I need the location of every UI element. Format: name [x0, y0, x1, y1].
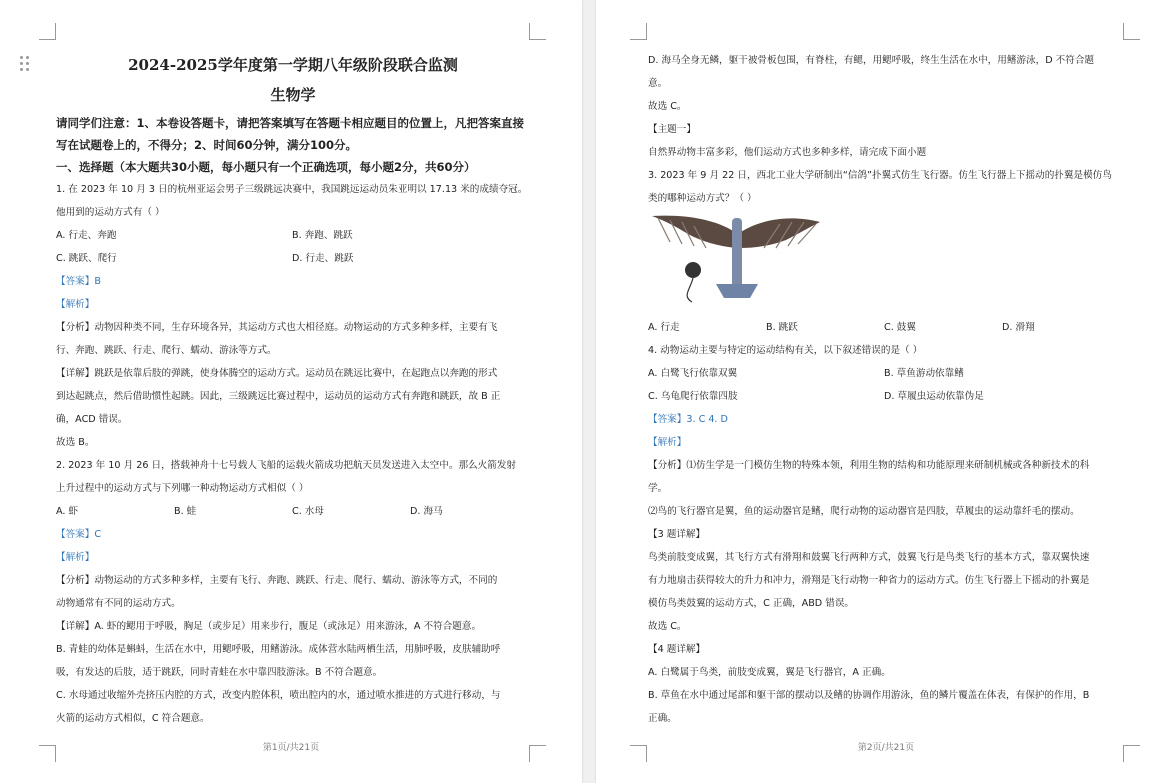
option-row: [56, 224, 530, 247]
option-row: [56, 500, 530, 523]
analysis-label: 【解析】: [56, 552, 95, 563]
option-b: B. 跳跃: [766, 322, 798, 333]
answer-label: 【答案】B: [56, 276, 101, 287]
question-stem: 1. 在 2023 年 10 月 3 日的杭州亚运会男子三级跳远决赛中，我国跳远运动员朱亚明以 17.13 米的成绩夺冠。: [56, 184, 528, 195]
analysis-text: 动物通常有不同的运动方式。: [56, 598, 181, 609]
analysis-text: ⑵鸟的飞行器官是翼，鱼的运动器官是鳍，爬行动物的运动器官是四肢，草履虫的运动靠纤毛的摆动。: [648, 506, 1080, 517]
detail-text: 鸟类前肢变成翼，其飞行方式有滑翔和鼓翼飞行两种方式，鼓翼飞行是鸟类飞行的基本方式，靠双翼快速: [648, 552, 1090, 563]
option-row: [648, 316, 1121, 339]
theme-label: 【主题一】: [648, 124, 696, 135]
detail-label: 【4 题详解】: [648, 644, 706, 655]
option-d: D. 行走、跳跃: [292, 253, 354, 264]
option-c: C. 水母: [292, 506, 324, 517]
question-4: [648, 339, 1121, 408]
answer-label: 【答案】3. C 4. D: [648, 414, 728, 425]
answer-label: 【答案】C: [56, 529, 102, 540]
analysis-label: 【解析】: [56, 299, 95, 310]
question-stem: 上升过程中的运动方式与下列哪一种动物运动方式相似（ ）: [56, 483, 309, 494]
conclusion-text: 故选 B。: [56, 437, 95, 448]
conclusion-text: 故选 C。: [648, 101, 687, 112]
question-1: [56, 178, 530, 454]
bionic-bird-drone-image: [648, 212, 823, 307]
detail-label: 【3 题详解】: [648, 529, 706, 540]
analysis-text: 【分析】⑴仿生学是一门模仿生物的特殊本领，利用生物的结构和功能原理来研制机械或各种新技术的科: [648, 460, 1090, 471]
theme-text: 自然界动物丰富多彩，他们运动方式也多种多样，请完成下面小题: [648, 147, 927, 158]
page-footer: 第1页/共21页: [262, 743, 320, 753]
section-heading: 一、选择题（本大题共30小题，每小题只有一个正确选项，每小题2分，共60分）: [56, 160, 476, 174]
detail-text: 有力地扇击获得较大的升力和冲力，滑翔是飞行动物一种省力的运动方式。仿生飞行器上下摇动的扑翼是: [648, 575, 1090, 586]
analysis-text: 【分析】动物运动的方式多种多样，主要有飞行、奔跑、跳跃、行走、爬行、蠕动、游泳等方式，不同的: [56, 575, 498, 586]
question-stem: 3. 2023 年 9 月 22 日，西北工业大学研制出“信鸽”扑翼式仿生飞行器。仿生飞行器上下摇动的扑翼是模仿鸟: [648, 170, 1112, 181]
detail-text: 火箭的运动方式相似，C 符合题意。: [56, 713, 210, 724]
option-b: B. 蛙: [174, 506, 197, 517]
page-1-content: [56, 52, 530, 730]
question-stem: 类的哪种运动方式？（ ）: [648, 193, 757, 204]
analysis-text: 学。: [648, 483, 668, 494]
option-c: C. 乌龟爬行依靠四肢: [648, 391, 738, 402]
option-row: [648, 362, 1121, 385]
question-3: [648, 164, 1121, 339]
option-d: D. 草履虫运动依靠伪足: [884, 391, 984, 402]
detail-text: 到达起跳点，然后借助惯性起跳。因此，三级跳远比赛过程中，运动员的运动方式有奔跑和跳跃，故 B 正: [56, 391, 501, 402]
detail-text: 正确。: [648, 713, 677, 724]
option-c: C. 跳跃、爬行: [56, 253, 117, 264]
detail-text: C. 水母通过收缩外壳挤压内腔的方式，改变内腔体积，喷出腔内的水，通过喷水推进的方式进行移动，与: [56, 690, 501, 701]
option-b: B. 草鱼游动依靠鳍: [884, 368, 964, 379]
option-c: C. 鼓翼: [884, 322, 916, 333]
option-a: A. 行走、奔跑: [56, 230, 117, 241]
page-2-content: [648, 49, 1121, 730]
page-footer: 第2页/共21页: [857, 743, 915, 753]
option-d: D. 滑翔: [1002, 322, 1035, 333]
question-2: [56, 454, 530, 730]
margin-mark-top-left: [39, 23, 56, 40]
conclusion-text: 故选 C。: [648, 621, 687, 632]
detail-text: B. 草鱼在水中通过尾部和躯干部的摆动以及鳍的协调作用游泳，鱼的鳞片覆盖在体表，有保护的作用，B: [648, 690, 1090, 701]
exam-notice: 请同学们注意：1、本卷设答题卡，请把答案填写在答题卡相应题目的位置上，凡把答案直接 写在试题卷上的，不得分；2、时间60分钟，满分100分。: [56, 116, 524, 152]
continued-text: D. 海马全身无鳞，躯干被骨板包围，有脊柱，有鳃，用鳃呼吸，终生生活在水中，用鳍游泳，D 不符合题: [648, 55, 1095, 66]
detail-text: 【详解】A. 虾的鳃用于呼吸，胸足（或步足）用来步行，腹足（或泳足）用来游泳，A 不符合题意。: [56, 621, 482, 632]
detail-text: 模仿鸟类鼓翼的运动方式，C 正确，ABD 错误。: [648, 598, 855, 609]
margin-mark-top-right: [1123, 23, 1140, 40]
analysis-text: 行、奔跑、跳跃、行走、爬行、蠕动、游泳等方式。: [56, 345, 277, 356]
exam-title: 2024-2025学年度第一学期八年级阶段联合监测: [128, 56, 458, 74]
continued-text: 意。: [648, 78, 668, 89]
analysis-label: 【解析】: [648, 437, 687, 448]
option-a: A. 行走: [648, 322, 680, 333]
option-a: A. 白鹭飞行依靠双翼: [648, 368, 738, 379]
exam-subject: 生物学: [270, 86, 316, 104]
option-d: D. 海马: [410, 506, 443, 517]
margin-mark-top-right: [529, 23, 546, 40]
margin-mark-top-left: [630, 23, 647, 40]
option-row: [648, 385, 1121, 408]
option-a: A. 虾: [56, 506, 79, 517]
detail-text: A. 白鹭属于鸟类，前肢变成翼，翼是飞行器官，A 正确。: [648, 667, 891, 678]
detail-text: B. 青蛙的幼体是蝌蚪，生活在水中，用鳃呼吸，用鳍游泳。成体营水陆两栖生活，用肺呼吸，皮肤辅助呼: [56, 644, 501, 655]
detail-text: 【详解】跳跃是依靠后肢的弹跳，使身体腾空的运动方式。运动员在跳远比赛中，在起跑点以奔跑的形式: [56, 368, 498, 379]
option-b: B. 奔跑、跳跃: [292, 230, 353, 241]
question-stem: 他用到的运动方式有（ ）: [56, 207, 165, 218]
analysis-text: 【分析】动物因种类不同，生存环境各异，其运动方式也大相径庭。动物运动的方式多种多样，主要有飞: [56, 322, 498, 333]
detail-text: 吸，有发达的后肢，适于跳跃，同时青蛙在水中靠四肢游泳。B 不符合题意。: [56, 667, 383, 678]
document-page-1: [0, 0, 582, 783]
option-row: [56, 247, 530, 270]
question-stem: 2. 2023 年 10 月 26 日，搭载神舟十七号载人飞船的运载火箭成功把航天员发送进入太空中。那么火箭发射: [56, 460, 517, 471]
drag-handle-icon[interactable]: [20, 56, 32, 72]
question-stem: 4. 动物运动主要与特定的运动结构有关，以下叙述错误的是（ ）: [648, 345, 923, 356]
document-page-2: [596, 0, 1176, 783]
detail-text: 确，ACD 错误。: [56, 414, 128, 425]
